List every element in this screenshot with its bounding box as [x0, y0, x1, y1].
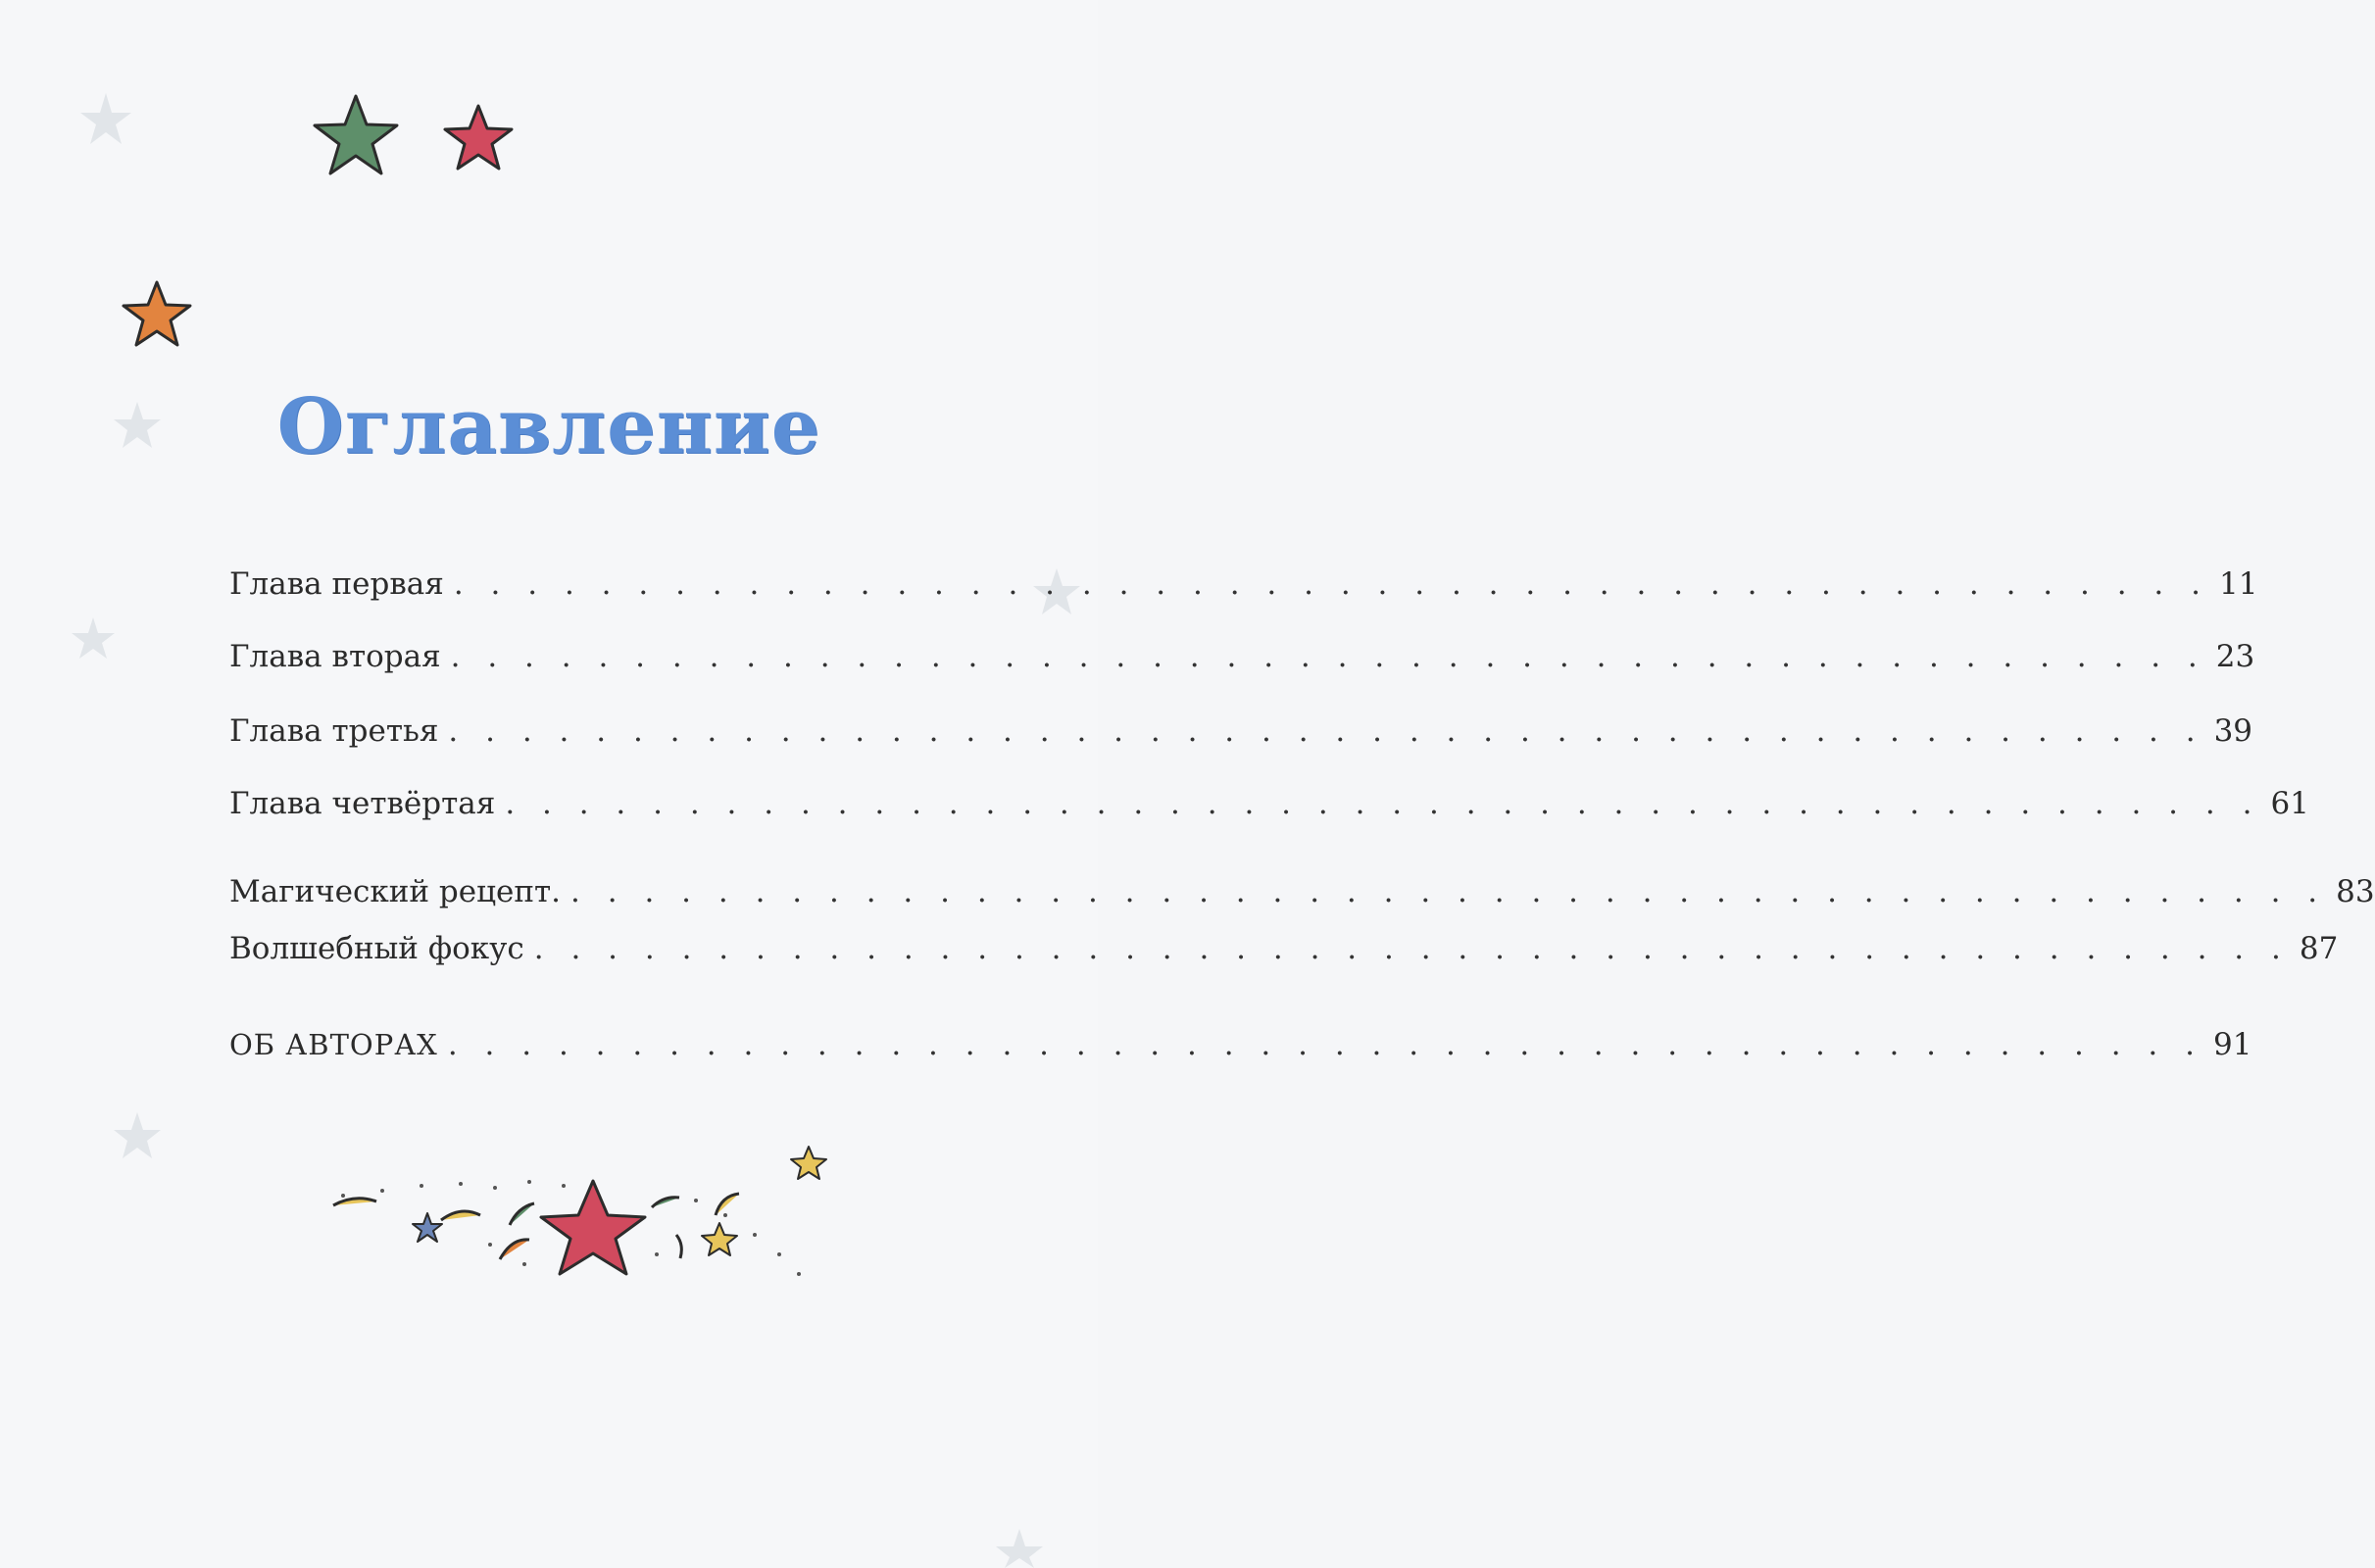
toc-entry-page: 39	[2213, 713, 2253, 749]
toc-entry-label: Глава четвёртая	[229, 786, 496, 821]
leader-dots: . . . . . . . . . . . . . . . . . . . . . . . . . . . . . . . . . . . . . . . . . . . . . . . .	[450, 639, 2206, 674]
background-sparkles	[0, 0, 1098, 1568]
star-burst-decoration	[323, 1137, 872, 1313]
green-star-icon	[312, 93, 400, 181]
toc-entry-magic-trick[interactable]	[229, 931, 2339, 974]
toc-entry-label: ОБ АВТОРАХ	[229, 1028, 438, 1061]
toc-entry-label: Волшебный фокус	[229, 931, 524, 966]
toc-entry-page: 11	[2218, 566, 2258, 602]
toc-entry-label: Глава первая	[229, 566, 444, 602]
leader-dots: . . . . . . . . . . . . . . . . . . . . . . . . . . . . . . . . . . . . . . . . . . . . . . . .	[453, 566, 2209, 602]
toc-entry-label: Магический рецепт.	[229, 874, 562, 909]
toc-entry-chapter-4[interactable]	[229, 786, 2309, 829]
red-star-icon	[443, 103, 514, 173]
toc-entry-page: 61	[2270, 786, 2309, 821]
toc-entry-chapter-3[interactable]	[229, 713, 2253, 757]
toc-entry-page: 87	[2299, 931, 2339, 966]
toc-entry-page: 91	[2212, 1027, 2252, 1062]
leader-dots: . . . . . . . . . . . . . . . . . . . . . . . . . . . . . . . . . . . . . . . . . . . . . . . .	[448, 713, 2204, 749]
toc-entry-label: Глава третья	[229, 713, 439, 749]
leader-dots: . . . . . . . . . . . . . . . . . . . . . . . . . . . . . . . . . . . . . . . . . . . . . . . .	[533, 931, 2290, 966]
toc-entry-page: 23	[2215, 639, 2255, 674]
leader-dots: . . . . . . . . . . . . . . . . . . . . . . . . . . . . . . . . . . . . . . . . . . . . . . . .	[570, 874, 2327, 909]
toc-entry-chapter-1[interactable]	[229, 566, 2258, 610]
toc-entry-chapter-2[interactable]	[229, 639, 2255, 682]
toc-entry-magic-recipe[interactable]	[229, 874, 2375, 917]
toc-entry-page: 83	[2336, 874, 2375, 909]
toc-entry-label: Глава вторая	[229, 639, 441, 674]
leader-dots: . . . . . . . . . . . . . . . . . . . . . . . . . . . . . . . . . . . . . . . . . . . . . . . .	[505, 786, 2261, 821]
toc-entry-about-authors[interactable]	[229, 1027, 2252, 1070]
leader-dots: . . . . . . . . . . . . . . . . . . . . . . . . . . . . . . . . . . . . . . . . . . . . . . . .	[447, 1027, 2203, 1062]
orange-star-icon	[122, 279, 192, 350]
toc-title: Оглавление	[276, 382, 821, 471]
